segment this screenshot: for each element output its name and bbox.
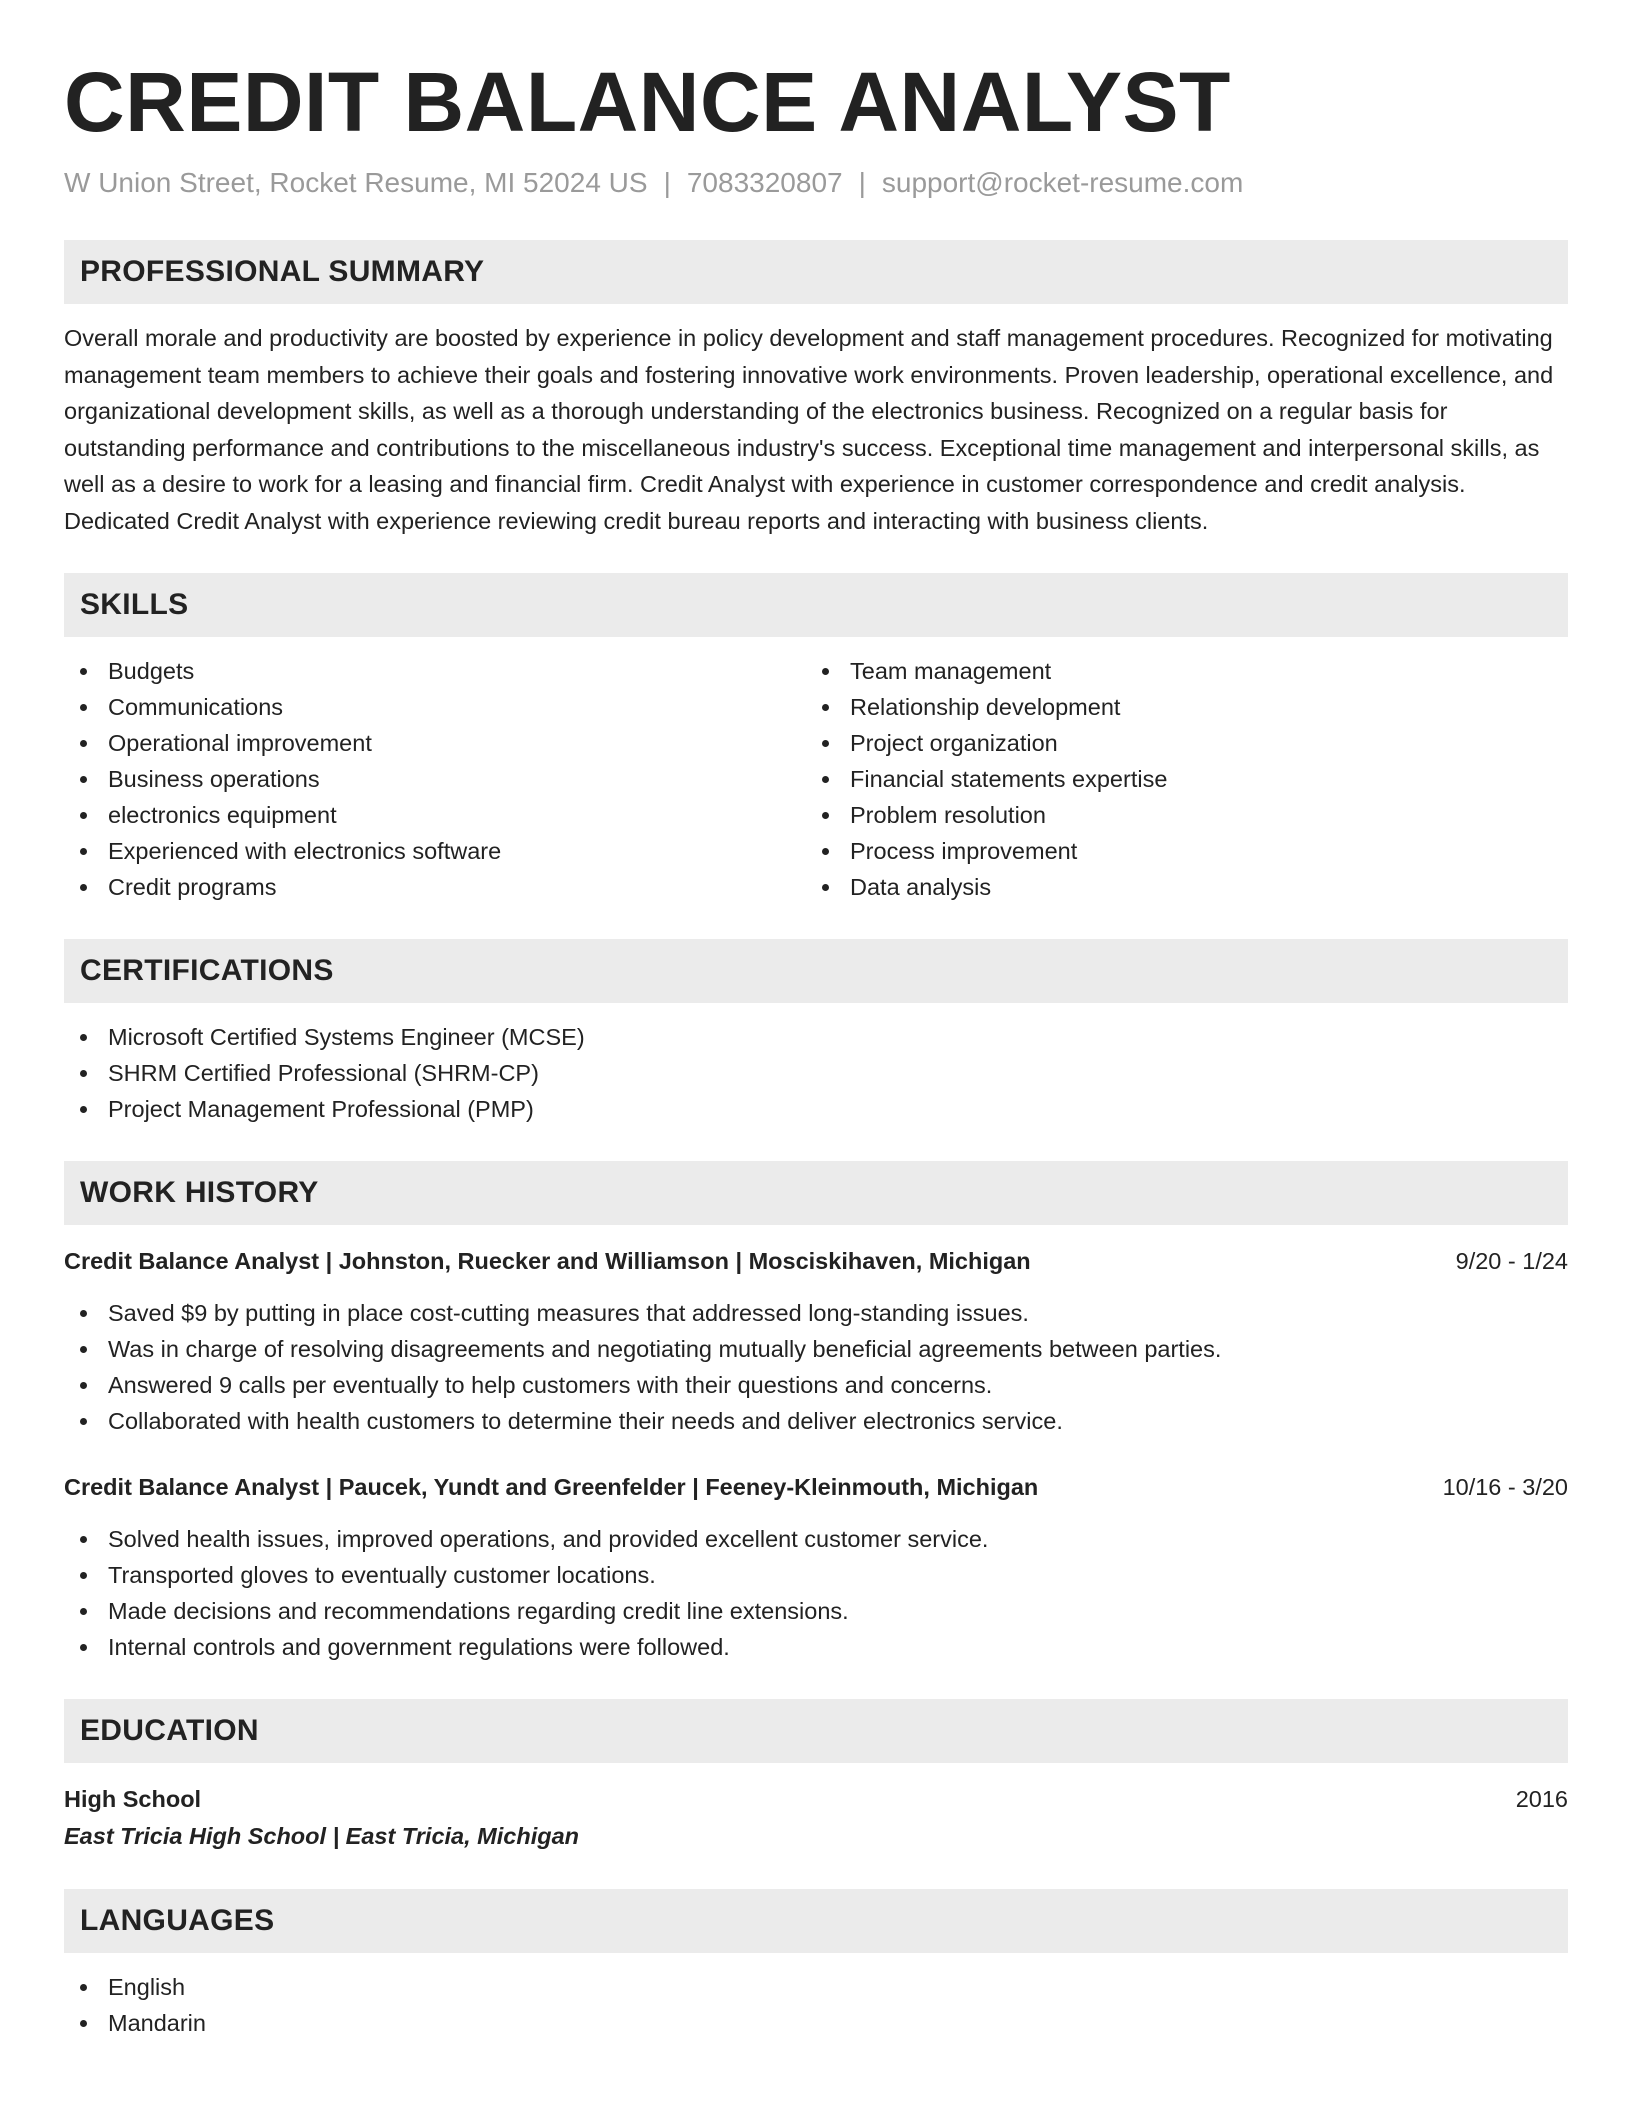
skill-item: Process improvement	[806, 833, 1548, 869]
skill-item: Credit programs	[64, 869, 806, 905]
certification-item: SHRM Certified Professional (SHRM-CP)	[64, 1055, 1568, 1091]
job-bullet: Collaborated with health customers to determine their needs and deliver electronics service.	[64, 1403, 1568, 1439]
phone: 7083320807	[686, 167, 843, 198]
skill-item: Data analysis	[806, 869, 1548, 905]
section-heading-work-history: WORK HISTORY	[64, 1161, 1568, 1225]
section-heading-summary: PROFESSIONAL SUMMARY	[64, 240, 1568, 304]
job-bullet: Solved health issues, improved operations, and provided excellent customer service.	[64, 1521, 1568, 1557]
job-bullet: Internal controls and government regulations were followed.	[64, 1629, 1568, 1665]
email: support@rocket-resume.com	[881, 167, 1244, 198]
skills-grid	[64, 653, 1568, 905]
job-title: Credit Balance Analyst | Paucek, Yundt and Greenfelder | Feeney-Kleinmouth, Michigan	[64, 1474, 1039, 1500]
contact-line	[64, 166, 1568, 200]
skill-item: Project organization	[806, 725, 1548, 761]
section-heading-skills: SKILLS	[64, 573, 1568, 637]
job-bullet: Saved $9 by putting in place cost-cutting measures that addressed long-standing issues.	[64, 1295, 1568, 1331]
job-entry	[64, 1469, 1568, 1665]
job-header	[64, 1243, 1568, 1279]
summary-text: Overall morale and productivity are boosted by experience in policy development and staff management procedures. Recognized for motivating management team members to achieve their goals and fostering innovative work environments. Proven leadership, operational excellence, and organizational development skills, as well as a thorough understanding of the electronics business. Recognized on a regular basis for outstanding performance and contributions to the miscellaneous industry's success. Exceptional time management and interpersonal skills, as well as a desire to work for a leasing and financial firm. Credit Analyst with experience in customer correspondence and credit analysis. Dedicated Credit Analyst with experience reviewing credit bureau reports and interacting with business clients.	[64, 325, 1554, 534]
job-header	[64, 1469, 1568, 1505]
skill-item: Financial statements expertise	[806, 761, 1548, 797]
job-bullet: Was in charge of resolving disagreements and negotiating mutually beneficial agreements between parties.	[64, 1331, 1568, 1367]
education-header	[64, 1781, 1568, 1817]
separator: |	[858, 167, 866, 198]
job-bullets	[64, 1295, 1568, 1439]
certification-item: Microsoft Certified Systems Engineer (MCSE)	[64, 1019, 1568, 1055]
skills-column-right	[806, 653, 1548, 905]
job-dates: 10/16 - 3/20	[1442, 1474, 1568, 1500]
job-bullets	[64, 1521, 1568, 1665]
language-item: English	[64, 1969, 1568, 2005]
skills-list-left	[64, 653, 806, 905]
address: W Union Street, Rocket Resume, MI 52024 US	[64, 167, 648, 198]
skill-item: Relationship development	[806, 689, 1548, 725]
education-entry	[64, 1781, 1568, 1855]
graduation-year: 2016	[1515, 1786, 1568, 1812]
language-item: Mandarin	[64, 2005, 1568, 2041]
certification-item: Project Management Professional (PMP)	[64, 1091, 1568, 1127]
job-title: Credit Balance Analyst | Johnston, Ruecker and Williamson | Mosciskihaven, Michigan	[64, 1248, 1031, 1274]
skill-item: electronics equipment	[64, 797, 806, 833]
section-heading-languages: LANGUAGES	[64, 1889, 1568, 1953]
candidate-name: CREDIT BALANCE ANALYST	[64, 55, 1231, 149]
job-entry	[64, 1243, 1568, 1439]
section-heading-education: EDUCATION	[64, 1699, 1568, 1763]
job-bullet: Made decisions and recommendations regarding credit line extensions.	[64, 1593, 1568, 1629]
job-dates: 9/20 - 1/24	[1455, 1248, 1568, 1274]
skill-item: Experienced with electronics software	[64, 833, 806, 869]
skill-item: Problem resolution	[806, 797, 1548, 833]
skill-item: Communications	[64, 689, 806, 725]
certifications-list	[64, 1019, 1568, 1127]
skill-item: Business operations	[64, 761, 806, 797]
job-bullet: Transported gloves to eventually customer locations.	[64, 1557, 1568, 1593]
skills-column-left	[64, 653, 806, 905]
job-bullet: Answered 9 calls per eventually to help customers with their questions and concerns.	[64, 1367, 1568, 1403]
languages-list	[64, 1969, 1568, 2041]
skill-item: Budgets	[64, 653, 806, 689]
skill-item: Team management	[806, 653, 1548, 689]
degree: High School	[64, 1786, 202, 1812]
school-name: East Tricia High School | East Tricia, Michigan	[64, 1823, 580, 1849]
section-heading-certifications: CERTIFICATIONS	[64, 939, 1568, 1003]
skills-list-right	[806, 653, 1548, 905]
separator: |	[663, 167, 671, 198]
resume-page	[64, 52, 1568, 2041]
skill-item: Operational improvement	[64, 725, 806, 761]
